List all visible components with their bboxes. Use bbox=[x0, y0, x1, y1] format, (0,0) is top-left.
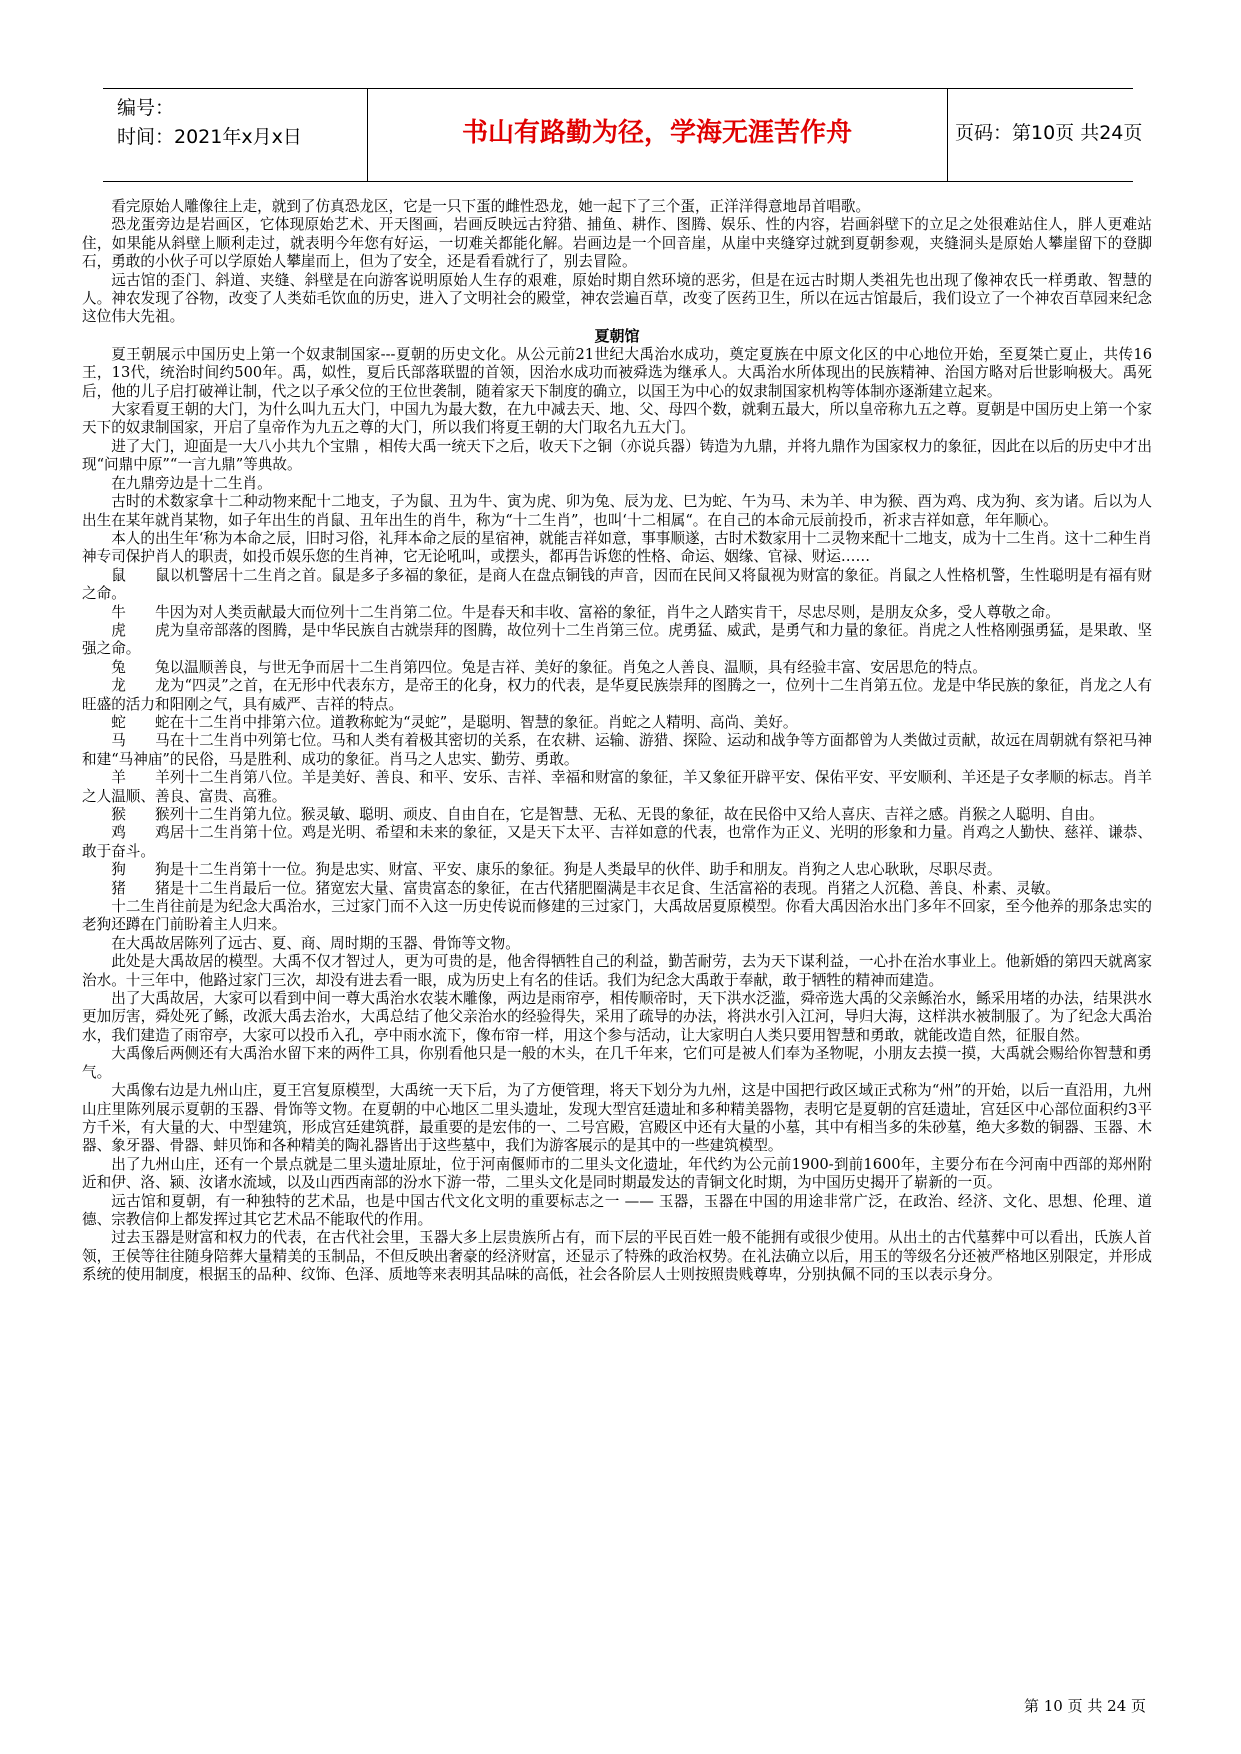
paragraph: 远古馆的歪门、斜道、夹缝、斜壁是在向游客说明原始人生存的艰难，原始时期自然环境的恶劣，但是在远古时期人类祖先也出现了像神农氏一样勇敢、智慧的人。神农发现了谷物，改变了人类茹毛饮血的历史，进入了文明社会的殿堂，神农尝遍百草，改变了医药卫生，所以在远古馆最后，我们设立了一个神农百草园来纪念这位伟大先祖。 bbox=[82, 271, 1152, 326]
paragraph: 此处是大禹故居的模型。大禹不仅才智过人，更为可贵的是，他舍得牺牲自己的利益，勤苦耐劳，去为天下谋利益，一心扑在治水事业上。他新婚的第四天就离家治水。十三年中，他路过家门三次，却没有进去看一眼，成为历史上有名的佳话。我们为纪念大禹敢于奉献，敢于牺牲的精神而建造。 bbox=[82, 953, 1152, 989]
zodiac-paragraph: 龙 龙为“四灵”之首，在无形中代表东方，是帝王的化身，权力的代表，是华夏民族崇拜的图腾之一，位列十二生肖第五位。龙是中华民族的象征，肖龙之人有旺盛的活力和阳刚之气，具有威严、吉祥的特点。 bbox=[82, 677, 1152, 713]
zodiac-paragraph: 虎 虎为皇帝部落的图腾，是中华民族自古就崇拜的图腾，故位列十二生肖第三位。虎勇猛、威武，是勇气和力量的象征。肖虎之人性格刚强勇猛，是果敢、坚强之命。 bbox=[82, 621, 1152, 658]
header-page-number: 页码：第10页 共24页 bbox=[955, 122, 1143, 144]
paragraph: 大禹像后两侧还有大禹治水留下来的两件工具，你别看他只是一般的木头，在几千年来，它们可是被人们奉为圣物呢，小朋友去摸一摸，大禹就会赐给你智慧和勇气。 bbox=[82, 1045, 1152, 1081]
document-date-label: 时间：2021年x月x日 bbox=[117, 126, 302, 148]
page-footer-number: 第 10 页 共 24 页 bbox=[1024, 1697, 1147, 1715]
zodiac-paragraph: 鼠 鼠以机警居十二生肖之首。鼠是多子多福的象征，是商人在盘点铜钱的声音，因而在民间又将鼠视为财富的象征。肖鼠之人性格机警，生性聪明是有福有财之命。 bbox=[82, 566, 1152, 603]
section-heading: 夏朝馆 bbox=[594, 326, 640, 345]
paragraph: 在大禹故居陈列了远古、夏、商、周时期的玉器、骨饰等文物。 bbox=[111, 934, 520, 952]
zodiac-paragraph: 牛 牛因为对人类贡献最大而位列十二生肖第二位。牛是春天和丰收、富裕的象征，肖牛之人踏实肯干，尽忠尽则，是朋友众多，受人尊敬之命。 bbox=[111, 603, 1060, 621]
paragraph: 本人的出生年‘称为本命之辰，旧时习俗，礼拜本命之辰的星宿神，就能吉祥如意，事事顺遂，古时术数家用十二灵物来配十二地支，成为十二生肖。这十二种生肖神专司保护肖人的职责，如投币娱乐您的生肖神，它无论吼叫，或摆头，都再告诉您的性格、命运、姻缘、官禄、财运…… bbox=[82, 529, 1152, 566]
paragraph: 出了大禹故居，大家可以看到中间一尊大禹治水农装木雕像，两边是雨帘亭，相传顺帝时，天下洪水泛滥，舜帝选大禹的父亲鲧治水，鲧采用堵的办法，结果洪水更加厉害，舜处死了鲧，改派大禹去治水，大禹总结了他父亲治水的经验得失，采用了疏导的办法，将洪水引入江河，导归大海，这样洪水被制服了。为了纪念大禹治水，我们建造了雨帘亭，大家可以投币入孔，亭中雨水流下，像布帘一样，用这个参与活动，让大家明白人类只要用智慧和勇敢，就能改造自然，征服自然。 bbox=[82, 990, 1152, 1044]
paragraph: 看完原始人雕像往上走，就到了仿真恐龙区，它是一只下蛋的雌性恐龙，她一起下了三个蛋，正洋洋得意地昂首唱歌。 bbox=[111, 198, 871, 215]
zodiac-paragraph: 猪 猪是十二生肖最后一位。猪宽宏大量、富贵富态的象征，在古代猪肥圈满是丰衣足食、生活富裕的表现。肖猪之人沉稳、善良、朴素、灵敏。 bbox=[111, 879, 1060, 897]
paragraph: 大家看夏王朝的大门，为什么叫九五大门，中国九为最大数，在九中减去天、地、父、母四个数，就剩五最大，所以皇帝称九五之尊。夏朝是中国历史上第一个家天下的奴隶制国家，开启了皇帝作为九五之尊的大门，所以我们将夏王朝的大门取名九五大门。 bbox=[82, 401, 1152, 437]
paragraph: 在九鼎旁边是十二生肖。 bbox=[111, 474, 272, 492]
paragraph: 大禹像右边是九州山庄，夏王宫复原模型，大禹统一天下后，为了方便管理，将天下划分为九州，这是中国把行政区域正式称为“州”的开始，以后一直沿用，九州山庄里陈列展示夏朝的玉器、骨饰等文物。在夏朝的中心地区二里头遗址，发现大型宫廷遗址和多种精美器物，表明它是夏朝的宫廷遗址，宫廷区中心部位面积约3平方千米，有大量的大、中型建筑，形成宫廷建筑群，最重要的是宏伟的一、二号宫殿，宫殿区中还有大量的小墓，其中有相当多的朱砂墓，绝大多数的铜器、玉器、木器、象牙器、骨器、蚌贝饰和各种精美的陶礼器皆出于这些墓中，我们为游客展示的是其中的一些建筑模型。 bbox=[82, 1082, 1152, 1155]
paragraph: 远古馆和夏朝，有一种独特的艺术品，也是中国古代文化文明的重要标志之一 —— 玉器，玉器在中国的用途非常广泛，在政治、经济、文化、思想、伦理、道德、宗教信仰上都发挥过其它艺术品不能取代的作用。 bbox=[82, 1192, 1152, 1228]
zodiac-paragraph: 羊 羊列十二生肖第八位。羊是美好、善良、和平、安乐、吉祥、幸福和财富的象征，羊又象征开辟平安、保佑平安、平安顺利、羊还是子女孝顺的标志。肖羊之人温顺、善良、富贵、高雅。 bbox=[82, 769, 1152, 805]
paragraph: 十二生肖往前是为纪念大禹治水，三过家门而不入这一历史传说而修建的三过家门，大禹故居夏原模型。你看大禹因治水出门多年不回家，至今他养的那条忠实的老狗还蹲在门前盼着主人归来。 bbox=[82, 898, 1152, 934]
paragraph: 恐龙蛋旁边是岩画区，它体现原始艺术、开天图画，岩画反映远古狩猎、捕鱼、耕作、图腾、娱乐、性的内容，岩画斜壁下的立足之处很难站住人，胖人更难站住，如果能从斜壁上顺利走过，就表明今年您有好运，一切难关都能化解。岩画边是一个回音崖，从崖中夹缝穿过就到夏朝参观，夹缝洞头是原始人攀崖留下的登脚石，勇敢的小伙子可以学原始人攀崖而上，但为了安全，还是看看就行了，别去冒险。 bbox=[82, 216, 1152, 271]
document-number-label: 编号： bbox=[117, 97, 175, 119]
paragraph: 进了大门，迎面是一大八小共九个宝鼎 ，相传大禹一统天下之后，收天下之铜（亦说兵器）铸造为九鼎，并将九鼎作为国家权力的象征，因此在以后的历史中才出现“问鼎中原”“一言九鼎”等典故。 bbox=[82, 437, 1152, 474]
page-header bbox=[103, 88, 1143, 182]
zodiac-paragraph: 鸡 鸡居十二生肖第十位。鸡是光明、希望和未来的象征，又是天下太平、吉祥如意的代表，也常作为正义、光明的形象和力量。肖鸡之人勤快、慈祥、谦恭、敢于奋斗。 bbox=[82, 824, 1152, 860]
zodiac-paragraph: 兔 兔以温顺善良，与世无争而居十二生肖第四位。兔是吉祥、美好的象征。肖兔之人善良、温顺，具有经验丰富、安居思危的特点。 bbox=[111, 658, 987, 676]
document-body bbox=[82, 198, 1152, 1285]
header-motto: 书山有路勤为径，学海无涯苦作舟 bbox=[461, 118, 852, 148]
zodiac-paragraph: 狗 狗是十二生肖第十一位。狗是忠实、财富、平安、康乐的象征。狗是人类最早的伙伴、助手和朋友。肖狗之人忠心耿耿，尽职尽责。 bbox=[111, 861, 1002, 879]
paragraph: 夏王朝展示中国历史上第一个奴隶制国家---夏朝的历史文化。从公元前21世纪大禹治水成功，奠定夏族在中原文化区的中心地位开始，至夏桀亡夏止，共传16王，13代，统治时间约500年。禹，姒性，夏后氏部落联盟的首领，因治水成功而被舜选为继承人。大禹治水所体现出的民族精神、治国方略对后世影响极大。禹死后，他的儿子启打破禅让制，代之以子承父位的王位世袭制，随着家天下制度的确立，以国王为中心的奴隶制国家机构等体制亦逐渐建立起来。 bbox=[82, 345, 1152, 400]
zodiac-paragraph: 马 马在十二生肖中列第七位。马和人类有着极其密切的关系，在农耕、运输、游猎、探险、运动和战争等方面都曾为人类做过贡献，故远在周朝就有祭祀马神和建“马神庙”的民俗，马是胜利、成功的象征。肖马之人忠实、勤劳、勇敢。 bbox=[82, 732, 1152, 768]
zodiac-paragraph: 蛇 蛇在十二生肖中排第六位。道教称蛇为“灵蛇”，是聪明、智慧的象征。肖蛇之人精明、高尚、美好。 bbox=[111, 713, 798, 731]
header-meta bbox=[117, 94, 357, 152]
paragraph: 出了九州山庄，还有一个景点就是二里头遗址原址，位于河南偃师市的二里头文化遗址，年代约为公元前1900-到前1600年，主要分布在今河南中西部的郑州附近和伊、洛、颍、汝诸水流域，以及山西西南部的汾水下游一带，二里头文化是同时期最发达的青铜文化时期，为中国历史揭开了崭新的一页。 bbox=[82, 1155, 1152, 1192]
paragraph: 过去玉器是财富和权力的代表，在古代社会里，玉器大多上层贵族所占有，而下层的平民百姓一般不能拥有或很少使用。从出土的古代墓葬中可以看出，氏族人首领，王侯等往往随身陪葬大量精美的玉制品，不但反映出奢豪的经济财富，还显示了特殊的政治权势。在礼法确立以后，用玉的等级名分还被严格地区别限定，并形成系统的使用制度，根据玉的品种、纹饰、色泽、质地等来表明其品味的高低，社会各阶层人士则按照贵贱尊卑，分别执佩不同的玉以表示身分。 bbox=[82, 1229, 1152, 1284]
header-divider bbox=[947, 89, 948, 181]
zodiac-paragraph: 猴 猴列十二生肖第九位。猴灵敏、聪明、顽皮、自由自在，它是智慧、无私、无畏的象征，故在民俗中又给人喜庆、吉祥之感。肖猴之人聪明、自由。 bbox=[111, 806, 1104, 823]
header-divider bbox=[367, 89, 368, 181]
paragraph: 古时的术数家拿十二种动物来配十二地支，子为鼠、丑为牛、寅为虎、卯为兔、辰为龙、巳为蛇、午为马、未为羊、申为猴、酉为鸡、戌为狗、亥为诸。后以为人出生在某年就肖某物，如子年出生的肖鼠、丑年出生的肖牛，称为“十二生肖”，也叫‘十二相属“。在自己的本命元辰前投币，祈求吉祥如意，年年顺心。 bbox=[82, 493, 1152, 529]
